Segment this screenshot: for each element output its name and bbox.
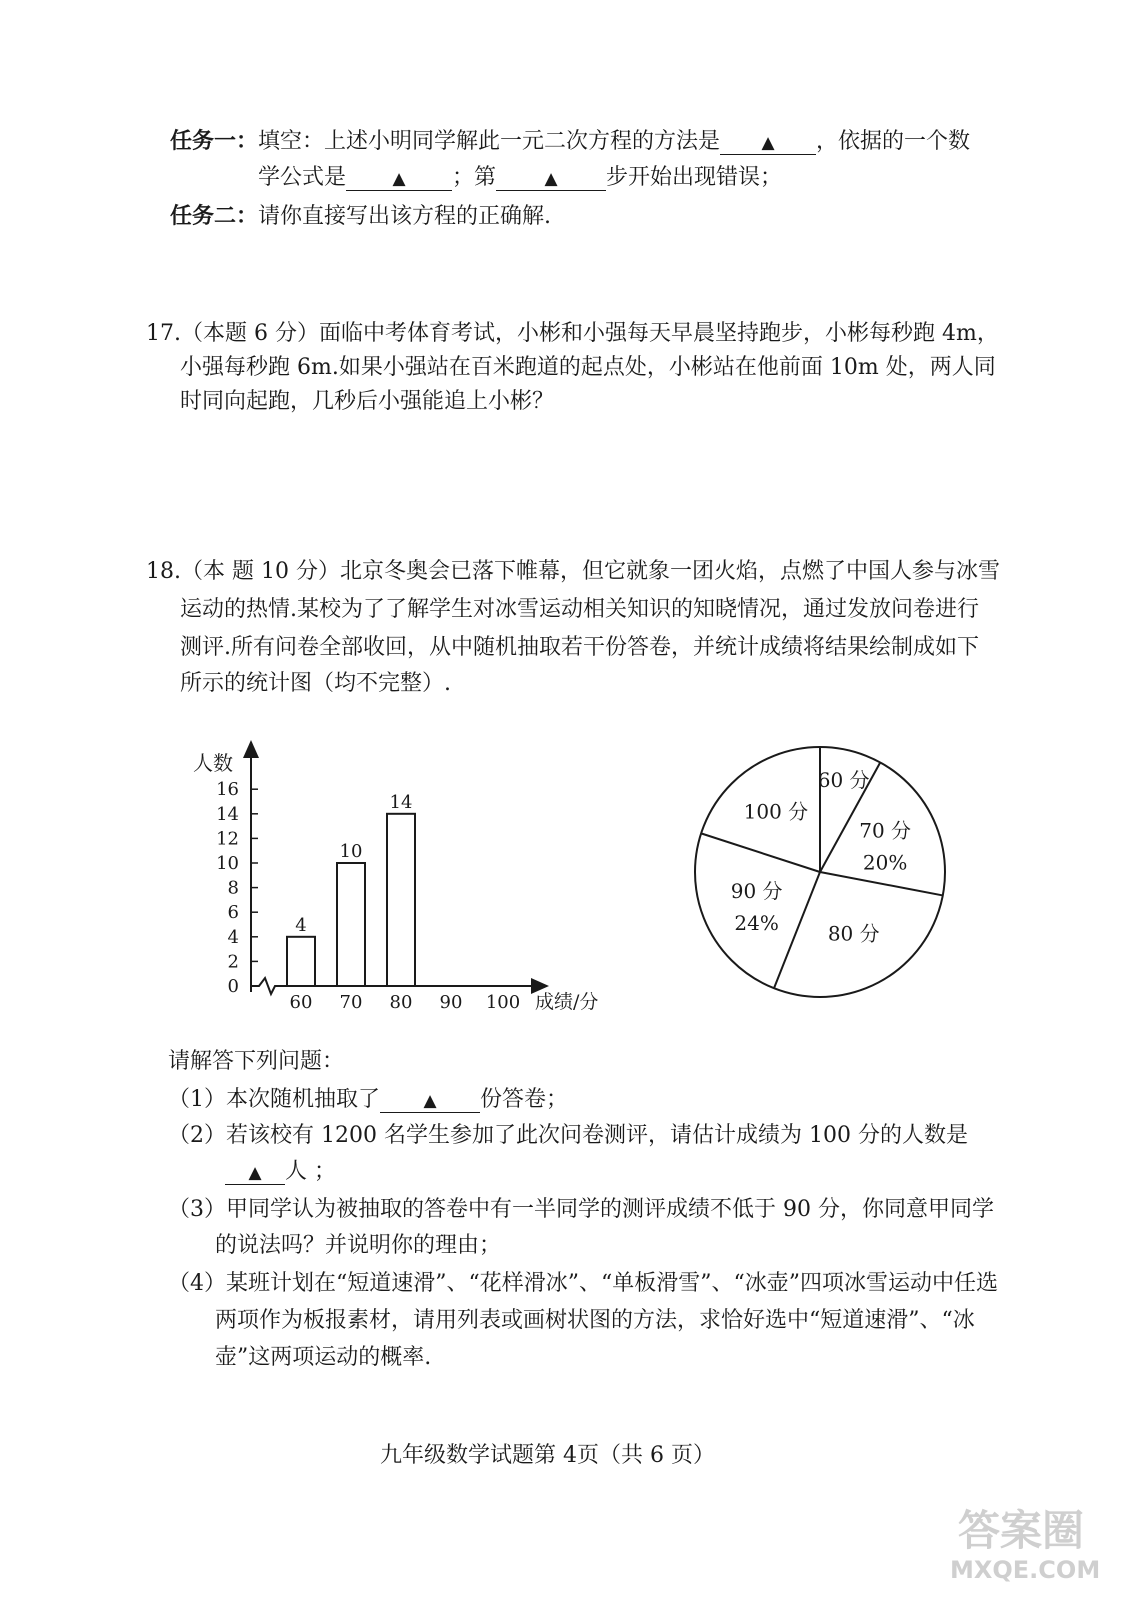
bar-data-label: 10 xyxy=(339,841,363,862)
task1-line2-c: 步开始出现错误； xyxy=(606,165,783,190)
pie-slice-percent: 24% xyxy=(734,910,779,935)
q2-text-b: 人 ； xyxy=(285,1159,336,1184)
q2-line2 xyxy=(225,1154,336,1185)
task1-line1 xyxy=(170,124,970,155)
answer-blank: ▲ xyxy=(225,1160,285,1185)
q4-line3: 壶”这两项运动的概率. xyxy=(215,1345,432,1370)
x-axis-label: 成绩/分 xyxy=(535,991,599,1013)
answer-blank: ▲ xyxy=(496,166,606,191)
y-tick-label: 6 xyxy=(227,902,239,924)
y-tick-label: 4 xyxy=(227,926,239,948)
task1-line2-b: ；第 xyxy=(452,165,497,190)
q17-line2: 小强每秒跑 6m.如果小强站在百米跑道的起点处，小彬站在他前面 10m 处，两人同 xyxy=(180,355,996,380)
pie-slice-label: 70 分 xyxy=(859,818,912,843)
q17-line1: 17.（本题 6 分）面临中考体育考试，小彬和小强每天早晨坚持跑步，小彬每秒跑 4m， xyxy=(146,321,999,346)
page-footer: 九年级数学试题第 4页（共 6 页） xyxy=(380,1443,715,1468)
q1-text-a: （1）本次随机抽取了 xyxy=(168,1087,380,1112)
answer-blank: ▲ xyxy=(346,166,452,191)
y-axis-label: 人数 xyxy=(193,751,233,775)
pie-slice-label: 80 分 xyxy=(827,921,880,946)
y-tick-label: 2 xyxy=(227,951,239,973)
pie-slice-percent: 20% xyxy=(862,850,908,875)
bar-chart xyxy=(185,730,615,1030)
q3-line2: 的说法吗？并说明你的理由； xyxy=(215,1233,502,1258)
q2-line1: （2）若该校有 1200 名学生参加了此次问卷测评，请估计成绩为 100 分的人数是 xyxy=(168,1123,968,1148)
y-tick-label: 14 xyxy=(216,803,239,825)
q4-line1: （4）某班计划在“短道速滑”、“花样滑冰”、“单板滑雪”、“冰壶”四项冰雪运动中任选 xyxy=(168,1271,998,1296)
pie-slice-label: 90 分 xyxy=(730,878,783,903)
questions-intro: 请解答下列问题： xyxy=(168,1049,345,1074)
task1-line2-a: 学公式是 xyxy=(258,165,347,190)
q18-line1: 18.（本 题 10 分）北京冬奥会已落下帷幕，但它就象一团火焰，点燃了中国人参与冰雪 xyxy=(146,559,1000,584)
answer-blank: ▲ xyxy=(380,1088,480,1113)
watermark-logo: 答案圈 xyxy=(958,1506,1085,1555)
q18-line3: 测评.所有问卷全部收回，从中随机抽取若干份答卷，并统计成绩将结果绘制成如下 xyxy=(180,635,979,660)
axis-break xyxy=(251,978,281,994)
bar-data-label: 14 xyxy=(389,791,413,813)
q17-line3: 时同向起跑，几秒后小强能追上小彬？ xyxy=(180,389,555,414)
pie-slice-label: 60 分 xyxy=(817,767,870,792)
task1-line2 xyxy=(258,160,782,191)
q1-text-b: 份答卷； xyxy=(480,1087,569,1112)
task2-label: 任务二： xyxy=(170,203,259,229)
q3-line1: （3）甲同学认为被抽取的答卷中有一半同学的测评成绩不低于 90 分，你同意甲同学 xyxy=(168,1197,994,1222)
watermark-url: MXQE.COM xyxy=(950,1556,1101,1584)
task2-text: 请你直接写出该方程的正确解. xyxy=(258,204,552,229)
y-tick-label: 12 xyxy=(216,828,239,850)
x-tick-label: 80 xyxy=(389,992,413,1013)
task2-line xyxy=(170,199,551,230)
y-tick-label: 0 xyxy=(227,976,239,997)
bar xyxy=(337,863,365,986)
task1-text-b: ，依据的一个数 xyxy=(816,129,971,154)
x-tick-label: 70 xyxy=(339,992,363,1013)
y-tick-label: 10 xyxy=(216,853,239,874)
pie-chart xyxy=(690,742,950,1002)
bar xyxy=(287,937,315,986)
q18-line2: 运动的热情.某校为了了解学生对冰雪运动相关知识的知晓情况，通过发放问卷进行 xyxy=(180,597,979,622)
task1-label: 任务一： xyxy=(170,128,259,154)
pie-slice-label: 100 分 xyxy=(743,799,809,824)
answer-blank: ▲ xyxy=(720,130,816,155)
x-tick-label: 90 xyxy=(439,992,463,1013)
q18-line4: 所示的统计图（均不完整）. xyxy=(180,671,451,696)
q4-line2: 两项作为板报素材，请用列表或画树状图的方法，求恰好选中“短道速滑”、“冰 xyxy=(215,1308,975,1333)
bar-data-label: 4 xyxy=(295,914,307,936)
q1-line xyxy=(168,1082,568,1113)
y-tick-label: 16 xyxy=(216,779,239,801)
x-tick-label: 60 xyxy=(289,992,313,1013)
y-tick-label: 8 xyxy=(227,877,239,899)
bar xyxy=(387,814,415,986)
x-tick-label: 100 xyxy=(485,992,521,1013)
task1-text-a: 填空：上述小明同学解此一元二次方程的方法是 xyxy=(258,129,721,154)
